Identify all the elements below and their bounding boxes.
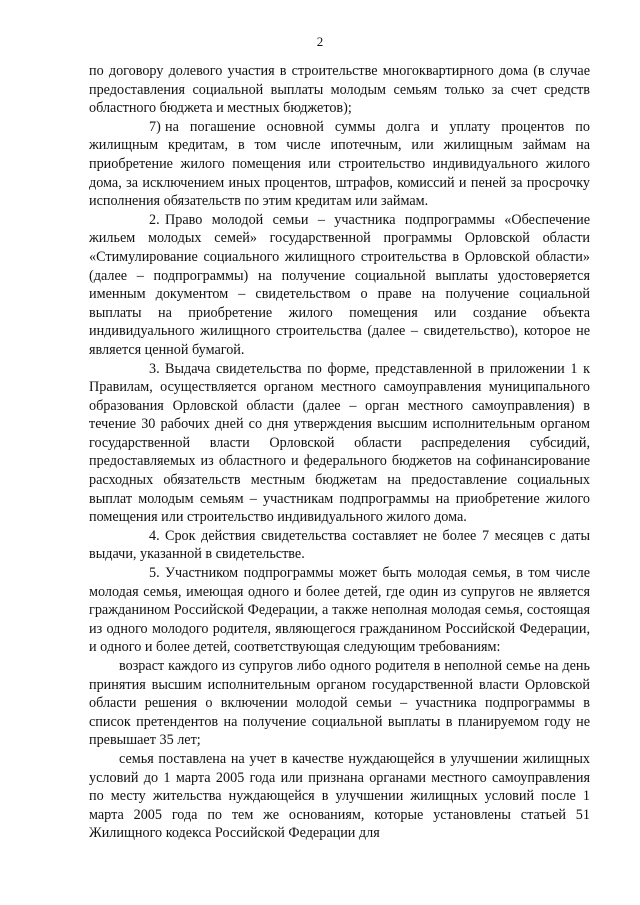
clause-5 [89, 564, 590, 657]
requirement-age [89, 657, 590, 750]
paragraph-continuation [89, 62, 590, 118]
document-body [89, 62, 590, 843]
requirement-housing [89, 750, 590, 843]
paragraph-text: Выдача свидетельства по форме, представленной в приложении 1 к Правилам, осуществляется органом местного самоуправления муниципального образования Орловской области (далее – орган местного самоуправления) в течение 30 рабочих дней со дня утверждения высшим исполнительным органом государственной власти Орловской области распределения субсидий, предоставляемых из областного и федерального бюджетов на софинансирование расходных обязательств местным бюджетам на предоставление социальных выплат молодым семьям – участникам подпрограммы на приобретение жилого помещения или строительство индивидуального жилого дома. [89, 360, 590, 526]
page-number: 2 [316, 34, 324, 49]
item-number: 7) [149, 118, 161, 135]
paragraph-text: Участником подпрограммы может быть молодая семья, в том числе молодая семья, имеющая одного и более детей, где один из супругов не является гражданином Российской Федерации, а также неполная молодая семья, состоящая из одного молодого родителя, являющегося гражданином Российской Федерации, и одного и более детей, соответствующая следующим требованиям: [89, 565, 590, 656]
paragraph-text: Срок действия свидетельства составляет не более 7 месяцев с даты выдачи, указанной в свидетельстве. [89, 527, 590, 563]
clause-4 [89, 527, 590, 564]
paragraph-text: возраст каждого из супругов либо одного родителя в неполной семье на день принятия высшим исполнительным органом государственной власти Орловской области решения о включении молодой семьи – участника подпрограммы в список претендентов на получение социальной выплаты в планируемом году не превышает 35 лет; [89, 658, 590, 749]
paragraph-text: семья поставлена на учет в качестве нуждающейся в улучшении жилищных условий до 1 марта 2005 года или признана органами местного самоуправления по месту жительства нуждающейся в улучшении жилищных условий после 1 марта 2005 года по тем же основаниям, которые установлены статьей 51 Жилищного кодекса Российской Федерации для [89, 750, 590, 842]
list-item-7 [89, 118, 590, 211]
clause-number: 2. [149, 211, 160, 228]
clause-3 [89, 360, 590, 527]
clause-number: 5. [149, 565, 160, 582]
paragraph-text: на погашение основной суммы долга и уплату процентов по жилищным кредитам, в том числе ипотечным, или жилищным займам на приобретение жилого помещения или строительство индивидуального жилого дома, за исключением иных процентов, штрафов, комиссий и пеней за просрочку исполнения обязательств по этим кредитам или займам. [89, 118, 590, 210]
clause-number: 4. [149, 527, 160, 544]
paragraph-text: Право молодой семьи – участника подпрограммы «Обеспечение жильем молодых семей» государственной программы Орловской области «Стимулирование социального жилищного строительства в Орловской области» (далее – подпрограммы) на получение социальной выплаты удостоверяется именным документом – свидетельством о праве на получение социальной выплаты на приобретение жилого помещения или создание объекта индивидуального жилищного строительства (далее – свидетельство), которое не является ценной бумагой. [89, 211, 590, 358]
clause-2 [89, 211, 590, 360]
clause-number: 3. [149, 360, 160, 377]
paragraph-text: по договору долевого участия в строительстве многоквартирного дома (в случае предоставления социальной выплаты молодым семьям только за счет средств областного бюджета и местных бюджетов); [89, 63, 590, 117]
